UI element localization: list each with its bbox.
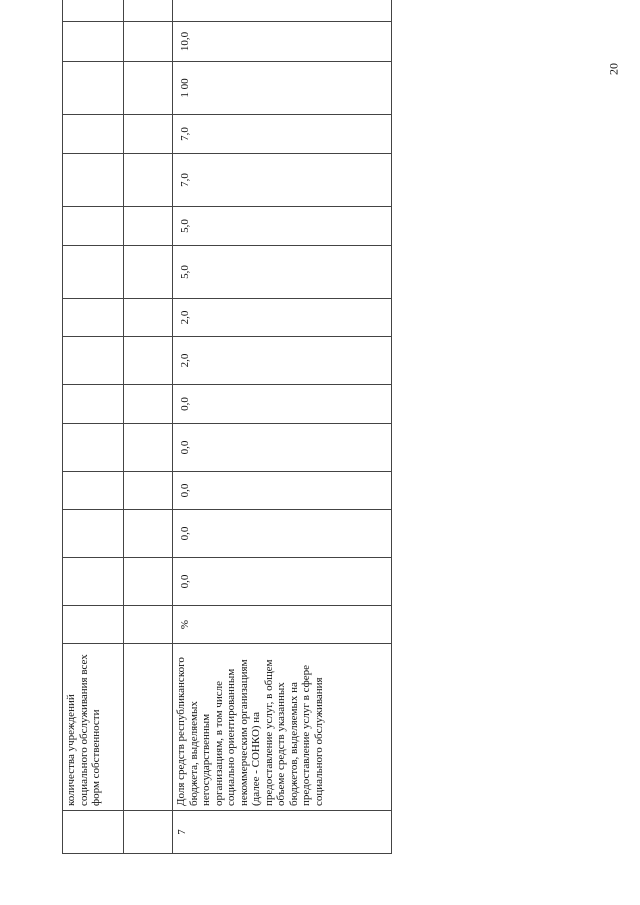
cell-value: 7,0 bbox=[173, 154, 392, 207]
cell-value bbox=[63, 246, 124, 299]
table-row-continued bbox=[63, 0, 124, 854]
cell-value bbox=[63, 385, 124, 424]
cell-value: 2,0 bbox=[173, 299, 392, 337]
cell-value bbox=[63, 424, 124, 472]
cell-value: 0,0 bbox=[173, 472, 392, 510]
table-row bbox=[173, 0, 392, 854]
cell-value: 0,0 bbox=[173, 558, 392, 606]
cell-value bbox=[124, 62, 173, 115]
cell-indicator-name: Доля средств республиканского бюджета, выделяемых негосударственным организациям, в том числе социально ориентированным некоммерческим организациям (далее - СОНКО) на предоставление услуг, в общем объеме средств указанных бюджетов, выделяемых на предоставление услуг в сфере социального обслуживания bbox=[173, 644, 392, 811]
cell-value bbox=[124, 207, 173, 246]
cell-value: 7,0 bbox=[173, 115, 392, 154]
cell-value bbox=[173, 0, 392, 22]
cell-number bbox=[63, 811, 124, 854]
cell-value bbox=[124, 424, 173, 472]
cell-unit: % bbox=[173, 606, 392, 644]
cell-value bbox=[124, 337, 173, 385]
cell-value bbox=[63, 207, 124, 246]
cell-number: 7 bbox=[173, 811, 392, 854]
cell-value bbox=[124, 246, 173, 299]
cell-indicator-name bbox=[124, 644, 173, 811]
cell-number bbox=[124, 811, 173, 854]
cell-value bbox=[124, 154, 173, 207]
table-row-spacer bbox=[124, 0, 173, 854]
cell-value bbox=[63, 115, 124, 154]
cell-value bbox=[63, 472, 124, 510]
cell-value: 10,0 bbox=[173, 22, 392, 62]
rotated-table-wrapper bbox=[62, 9, 376, 854]
page-number-text: 20 bbox=[606, 63, 621, 75]
cell-value bbox=[124, 472, 173, 510]
cell-value bbox=[124, 385, 173, 424]
cell-value bbox=[63, 22, 124, 62]
cell-value: 5,0 bbox=[173, 246, 392, 299]
cell-value: 5,0 bbox=[173, 207, 392, 246]
cell-value bbox=[63, 337, 124, 385]
cell-value bbox=[124, 510, 173, 558]
cell-value: 2,0 bbox=[173, 337, 392, 385]
cell-value bbox=[63, 62, 124, 115]
cell-value bbox=[63, 558, 124, 606]
cell-value bbox=[63, 154, 124, 207]
cell-indicator-name: количества учреждений социального обслуживания всех форм собственности bbox=[63, 644, 124, 811]
cell-value: 0,0 bbox=[173, 510, 392, 558]
cell-unit bbox=[63, 606, 124, 644]
cell-value bbox=[124, 299, 173, 337]
cell-value: 0,0 bbox=[173, 424, 392, 472]
cell-value bbox=[63, 299, 124, 337]
cell-value bbox=[124, 0, 173, 22]
indicator-table bbox=[62, 0, 392, 854]
cell-value: 1 00 bbox=[173, 62, 392, 115]
cell-value bbox=[124, 115, 173, 154]
cell-value bbox=[124, 22, 173, 62]
page-number bbox=[607, 58, 621, 80]
cell-value bbox=[124, 558, 173, 606]
cell-unit bbox=[124, 606, 173, 644]
cell-value: 0,0 bbox=[173, 385, 392, 424]
cell-value bbox=[63, 0, 124, 22]
cell-value bbox=[63, 510, 124, 558]
